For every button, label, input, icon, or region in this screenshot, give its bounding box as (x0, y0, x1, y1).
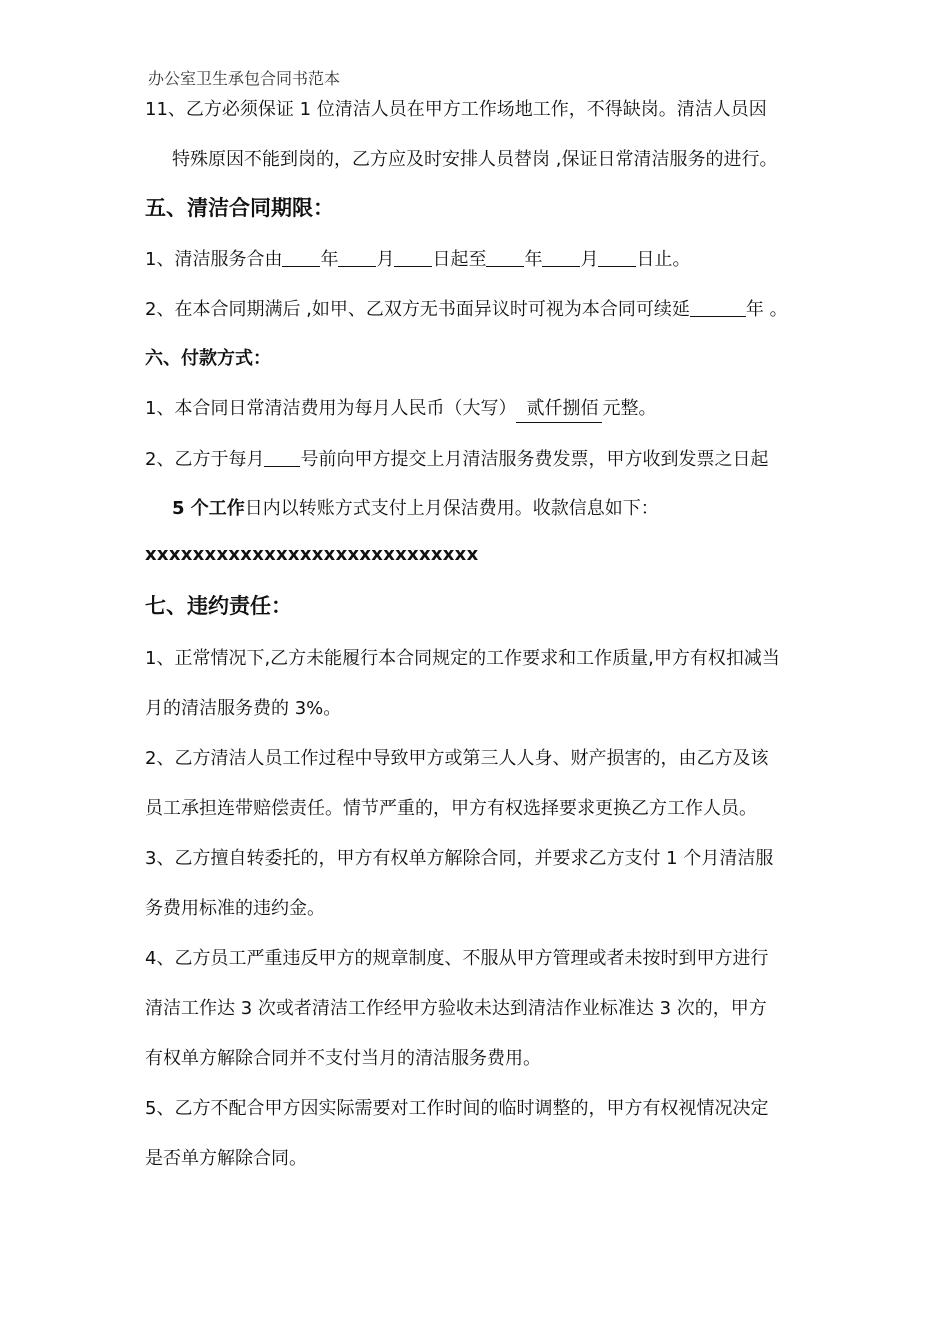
renewal-text: 2、在本合同期满后 ,如甲、乙双方无书面异议时可视为本合同可续延 (145, 299, 690, 320)
fee-amount: 贰仟捌佰 (516, 396, 602, 423)
payment-days: 5 个工作 (172, 498, 245, 519)
section-7-line: 月的清洁服务费的 3%。 (145, 698, 342, 719)
renewal-years-blank[interactable] (690, 296, 746, 317)
section-6-item-2-cont (172, 496, 659, 522)
payment-text: 日内以转账方式支付上月保洁费用。收款信息如下： (244, 498, 659, 519)
account-info: xxxxxxxxxxxxxxxxxxxxxxxxxxxx (145, 544, 479, 565)
end-month-blank[interactable] (542, 246, 580, 267)
fee-suffix: 元整。 (602, 398, 657, 419)
section-7-line: 3、乙方擅自转委托的，甲方有权单方解除合同，并要求乙方支付 1 个月清洁服 (145, 848, 774, 869)
page-header: 办公室卫生承包合同书范本 (148, 69, 341, 88)
end-year-blank[interactable] (486, 246, 524, 267)
clause-11-line-2: 特殊原因不能到岗的，乙方应及时安排人员替岗 ,保证日常清洁服务的进行。 (172, 149, 778, 170)
fee-text: 1、本合同日常清洁费用为每月人民币（大写） (145, 398, 517, 419)
month-blank[interactable] (338, 246, 376, 267)
section-5-title: 五、清洁合同期限： (145, 196, 334, 220)
year-blank[interactable] (282, 246, 320, 267)
section-7-line: 5、乙方不配合甲方因实际需要对工作时间的临时调整的，甲方有权视情况决定 (145, 1098, 769, 1119)
clause-11-line-1: 11、乙方必须保证 1 位清洁人员在甲方工作场地工作，不得缺岗。清洁人员因 (145, 99, 767, 120)
section-7-line: 员工承担连带赔偿责任。情节严重的，甲方有权选择要求更换乙方工作人员。 (145, 798, 757, 819)
section-5-item-2 (145, 296, 788, 323)
invoice-text: 2、乙方于每月 (145, 449, 265, 470)
section-7-line: 4、乙方员工严重违反甲方的规章制度、不服从甲方管理或者未按时到甲方进行 (145, 948, 769, 969)
end-year-label: 年 (524, 249, 543, 270)
invoice-suffix: 号前向甲方提交上月清洁服务费发票，甲方收到发票之日起 (300, 449, 769, 470)
section-7-title: 七、违约责任： (145, 594, 292, 618)
section-7-line: 是否单方解除合同。 (145, 1148, 307, 1169)
section-6-item-1 (145, 396, 656, 423)
invoice-day-blank[interactable] (264, 446, 300, 467)
section-6-item-2 (145, 446, 768, 473)
section-5-item-1 (145, 246, 690, 273)
year-label: 年 (320, 249, 339, 270)
item-prefix: 1、清洁服务合由 (145, 249, 283, 270)
section-7-line: 有权单方解除合同并不支付当月的清洁服务费用。 (145, 1048, 541, 1069)
day-start-label: 日起至 (432, 249, 487, 270)
end-day-blank[interactable] (598, 246, 636, 267)
section-7-line: 1、正常情况下,乙方未能履行本合同规定的工作要求和工作质量,甲方有权扣减当 (145, 648, 780, 669)
section-7-line: 2、乙方清洁人员工作过程中导致甲方或第三人人身、财产损害的，由乙方及该 (145, 748, 769, 769)
day-blank[interactable] (394, 246, 432, 267)
section-7-line: 清洁工作达 3 次或者清洁工作经甲方验收未达到清洁作业标准达 3 次的，甲方 (145, 998, 767, 1019)
end-day-label: 日止。 (636, 249, 691, 270)
end-month-label: 月 (580, 249, 599, 270)
renewal-suffix: 年 。 (745, 299, 788, 320)
section-6-title: 六、付款方式： (145, 348, 271, 369)
month-label: 月 (376, 249, 395, 270)
section-7-line: 务费用标准的违约金。 (145, 898, 325, 919)
